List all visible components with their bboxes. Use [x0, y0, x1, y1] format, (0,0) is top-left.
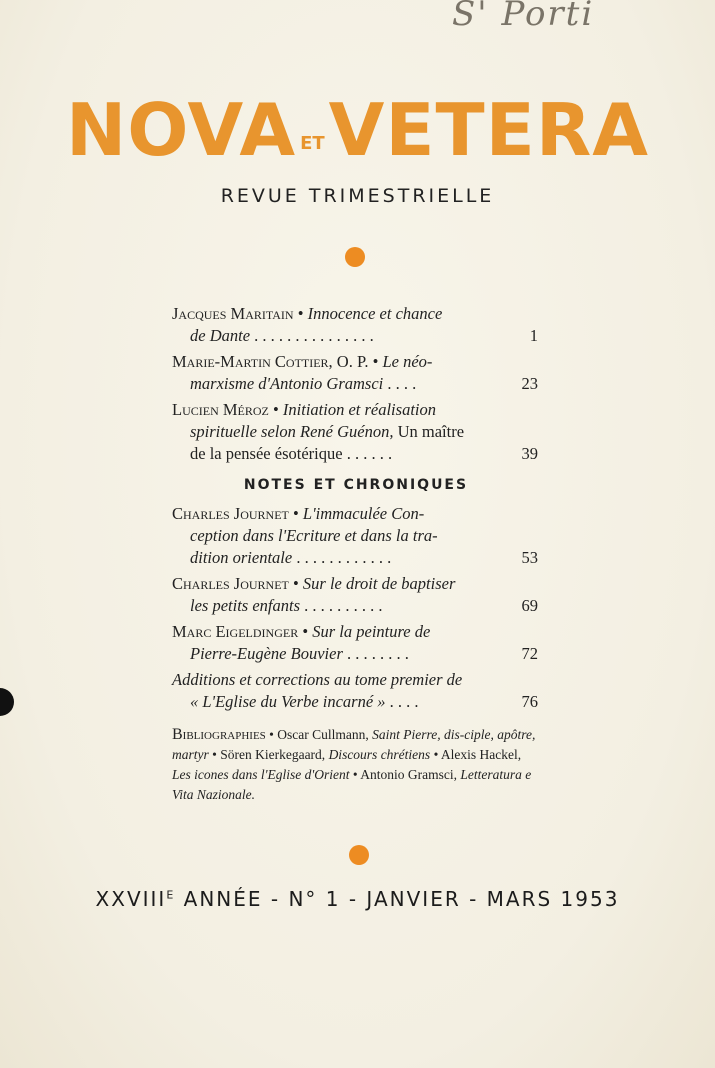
toc-entry — [172, 399, 540, 465]
issue-year-roman: XXVIII — [95, 887, 167, 911]
entry-title: Sur le droit de baptiser — [302, 574, 456, 593]
entry-title-cont: de Dante — [190, 326, 251, 345]
toc-entry — [172, 669, 540, 713]
biblio-title: Letteratura e Vita Nazionale. — [172, 767, 532, 802]
entry-title: Innocence et chance — [307, 304, 443, 323]
entry-title-cont: spirituelle selon René Guénon, — [190, 422, 394, 441]
title-vetera: VETERA — [328, 88, 650, 172]
handwritten-note: S' Porti — [452, 0, 595, 34]
bullet-separator: • — [298, 622, 313, 641]
issue-info — [0, 887, 715, 911]
entry-subtitle-cont: de la pensée ésotérique — [190, 444, 343, 463]
entry-page: 39 — [521, 444, 538, 463]
entry-title-cont: marxisme d'Antonio Gramsci — [190, 374, 384, 393]
biblio-author: • Sören Kierkegaard, — [208, 747, 329, 762]
entry-subtitle: Un maître — [393, 422, 465, 441]
biblio-author: • Antonio Gramsci, — [349, 767, 461, 782]
biblio-author: Oscar Cullmann, — [277, 727, 373, 742]
entry-title: Additions et corrections au tome premier de — [172, 670, 463, 689]
biblio-author: • Alexis Hackel, — [430, 747, 522, 762]
leader-dots: . . . . . . . . . . — [300, 596, 383, 615]
entry-author: Marie-Martin Cottier, O. P. — [172, 352, 369, 371]
entry-author: Lucien Méroz — [172, 400, 269, 419]
table-of-contents — [172, 303, 540, 805]
leader-dots: . . . . . . . . . . . . . . . — [250, 326, 374, 345]
entry-title: Sur la peinture de — [312, 622, 431, 641]
title-nova: NOVA — [65, 88, 297, 172]
bullet-separator: • — [265, 727, 278, 742]
toc-entry — [172, 303, 540, 347]
entry-page: 76 — [521, 692, 538, 711]
journal-subtitle: REVUE TRIMESTRIELLE — [220, 185, 495, 207]
entry-title-cont: dition orientale — [190, 548, 293, 567]
bullet-separator: • — [288, 504, 303, 523]
entry-page: 23 — [521, 374, 538, 393]
entry-author: Charles Journet — [172, 574, 289, 593]
entry-title-cont: les petits enfants — [190, 596, 300, 615]
entry-page: 69 — [521, 596, 538, 615]
leader-dots: . . . . . . — [342, 444, 393, 463]
bibliographies-label: Bibliographies — [172, 726, 266, 743]
leader-dots: . . . . — [385, 692, 419, 711]
journal-title — [0, 90, 715, 184]
orange-dot-ornament — [349, 845, 369, 865]
bullet-separator: • — [268, 400, 283, 419]
toc-entry — [172, 621, 540, 665]
orange-dot-ornament — [345, 247, 365, 267]
bullet-separator: • — [288, 574, 303, 593]
leader-dots: . . . . . . . . — [342, 644, 409, 663]
issue-year-suffix: E — [166, 888, 176, 902]
toc-entry — [172, 351, 540, 395]
entry-author: Charles Journet — [172, 504, 289, 523]
bullet-separator: • — [368, 352, 383, 371]
leader-dots: . . . . . . . . . . . . — [292, 548, 392, 567]
binder-hole — [0, 688, 14, 716]
biblio-title: Saint Pierre, dis-ciple, apôtre, martyr — [172, 727, 536, 762]
entry-page: 53 — [521, 548, 538, 567]
leader-dots: . . . . — [383, 374, 417, 393]
bullet-separator: • — [293, 304, 308, 323]
entry-title-cont: Pierre-Eugène Bouvier — [190, 644, 343, 663]
issue-details: ANNÉE - N° 1 - JANVIER - MARS 1953 — [175, 887, 620, 911]
entry-author: Marc Eigeldinger — [172, 622, 299, 641]
toc-entry — [172, 503, 540, 569]
toc-entry — [172, 573, 540, 617]
entry-title: L'immaculée Con- — [302, 504, 425, 523]
biblio-title: Discours chrétiens — [328, 747, 431, 762]
entry-title: Le néo- — [382, 352, 433, 371]
entry-page: 72 — [521, 644, 538, 663]
biblio-title: Les icones dans l'Eglise d'Orient — [172, 767, 350, 782]
notes-section-heading: NOTES ET CHRONIQUES — [243, 477, 469, 493]
entry-title-cont: « L'Eglise du Verbe incarné » — [190, 692, 386, 711]
title-et: ET — [300, 133, 325, 154]
entry-title: Initiation et réalisation — [282, 400, 436, 419]
entry-title-cont: ception dans l'Ecriture et dans la tra- — [190, 526, 438, 545]
entry-page: 1 — [529, 326, 538, 345]
bibliographies-block — [172, 725, 540, 805]
entry-author: Jacques Maritain — [172, 304, 294, 323]
